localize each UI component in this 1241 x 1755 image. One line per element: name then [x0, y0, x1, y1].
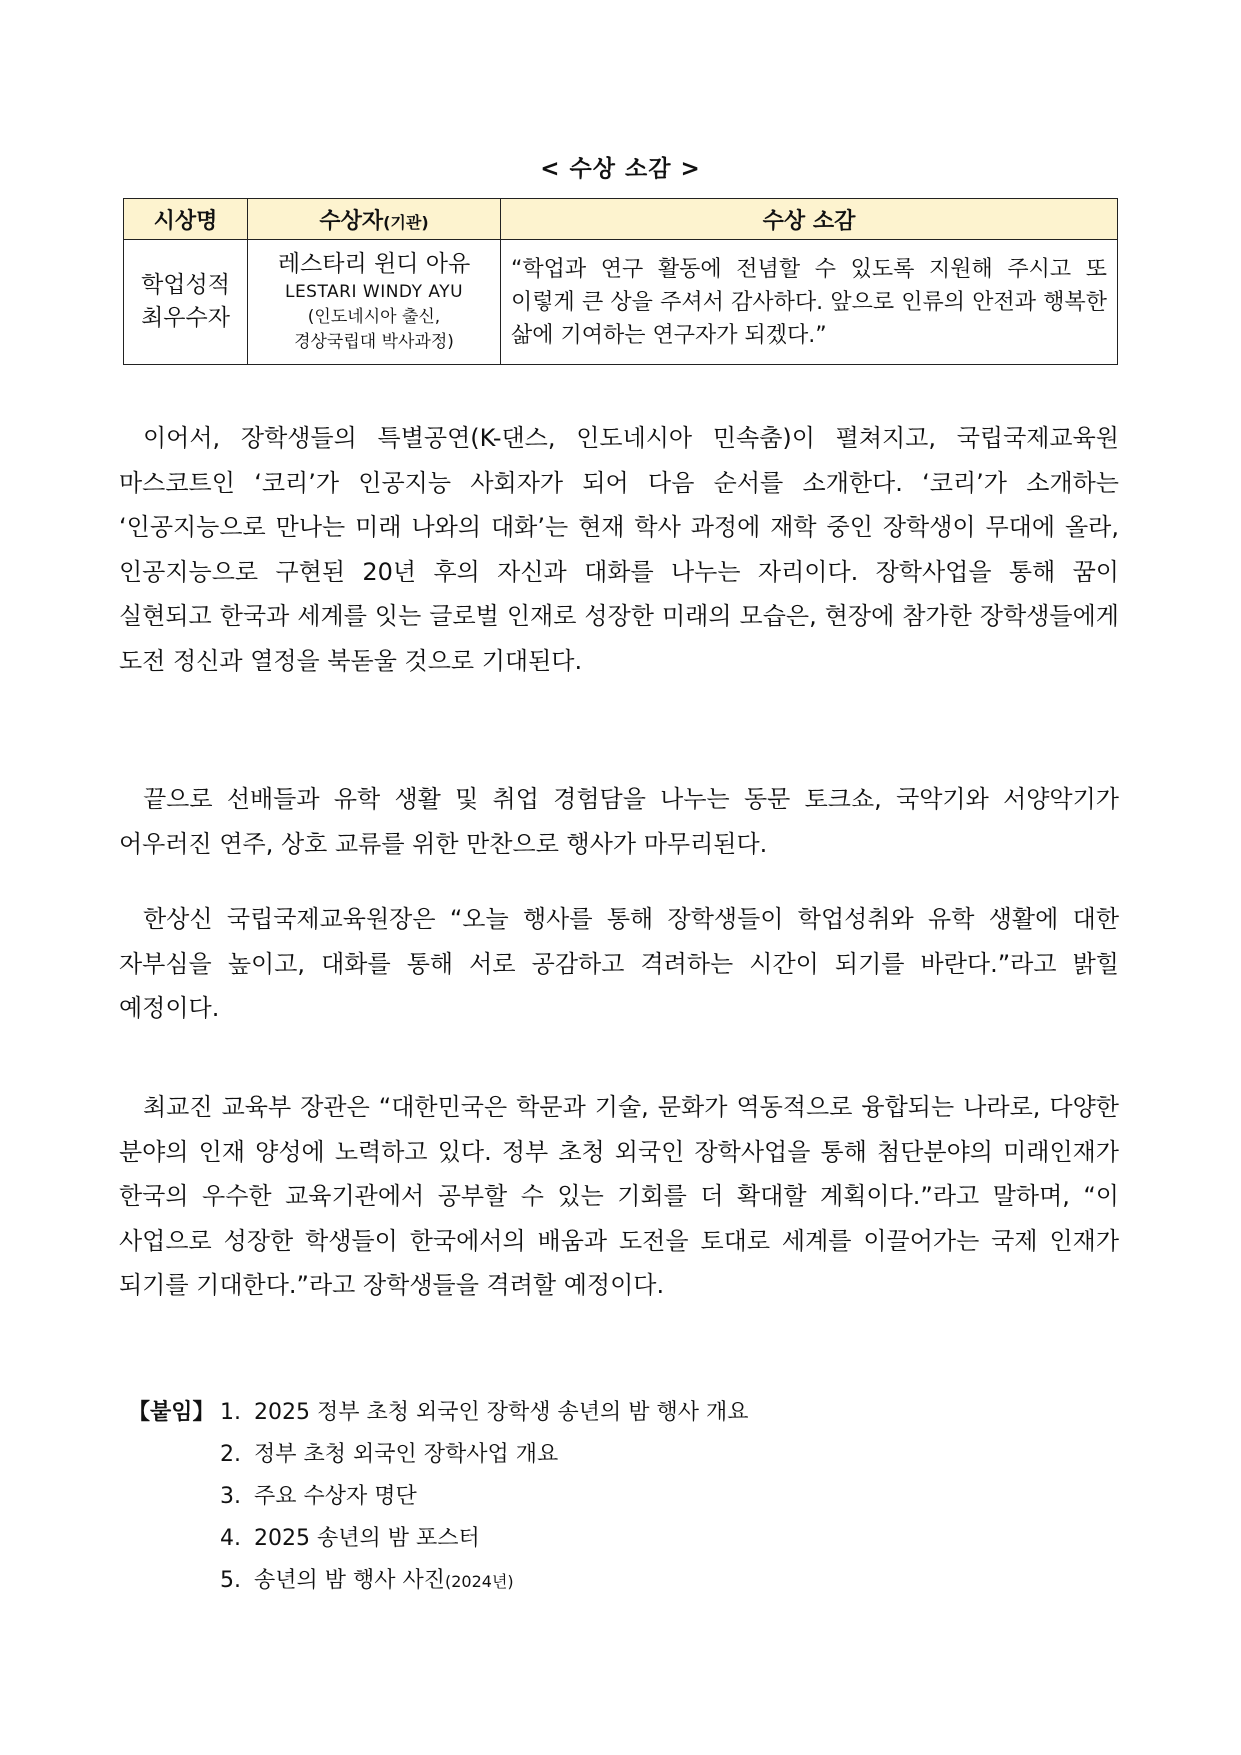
attachment-title: 주요 수상자 명단 — [254, 1484, 417, 1509]
body-paragraph-1 — [119, 416, 1119, 683]
header-category: 시상명 — [124, 199, 248, 240]
header-winner-sub: (기관) — [383, 212, 429, 232]
table-row — [124, 240, 1118, 365]
attachment-number: 1. — [220, 1400, 241, 1425]
winner-name-english: LESTARI WINDY AYU — [284, 282, 464, 302]
attachment-title: 정부 초청 외국인 장학사업 개요 — [254, 1442, 559, 1467]
list-item — [128, 1476, 1128, 1518]
attachments-list — [128, 1392, 1128, 1602]
attachment-number: 2. — [220, 1442, 241, 1467]
award-table-header-row — [124, 199, 1118, 240]
paragraph-text: 이어서, 장학생들의 특별공연(K-댄스, 인도네시아 민속춤)이 펼쳐지고, 국립국제교육원 마스코트인 ‘코리’가 인공지능 사회자가 되어 다음 순서를 소개한다. ‘코리’가 소개하는 ‘인공지능으로 만나는 미래 나와의 대화’는 현재 학사 과정에 재학 중인 장학생이 무대에 올라, 인공지능으로 구현된 20년 후의 자신과 대화를 나누는 자리이다. 장학사업을 통해 꿈이 실현되고 한국과 세계를 잇는 글로벌 인재로 성장한 미래의 모습은, 현장에 참가한 장학생들에게 도전 정신과 열정을 북돋울 것으로 기대된다. — [119, 424, 1119, 675]
award-category-cell — [124, 240, 248, 365]
header-speech: 수상 소감 — [501, 199, 1118, 240]
body-paragraph-4 — [119, 1085, 1119, 1308]
award-table — [123, 198, 1118, 365]
attachment-title: 2025 송년의 밤 포스터 — [254, 1526, 480, 1551]
list-item — [128, 1434, 1128, 1476]
body-paragraph-2 — [119, 777, 1119, 866]
attachment-number: 3. — [220, 1484, 241, 1509]
award-category-line: 학업성적 — [141, 272, 230, 298]
winner-affiliation: 경상국립대 박사과정) — [294, 332, 454, 352]
attachment-title: 2025 정부 초청 외국인 장학생 송년의 밤 행사 개요 — [254, 1400, 749, 1425]
winner-origin: (인도네시아 출신, — [307, 307, 441, 327]
attachments-label: 【붙임】 — [128, 1400, 215, 1425]
attachment-number: 5. — [220, 1568, 241, 1593]
list-item — [128, 1560, 1128, 1602]
attachment-year: (2024년) — [445, 1572, 514, 1591]
award-winner-cell — [248, 240, 501, 365]
paragraph-text: 한상신 국립국제교육원장은 “오늘 행사를 통해 장학생들이 학업성취와 유학 생활에 대한 자부심을 높이고, 대화를 통해 서로 공감하고 격려하는 시간이 되기를 바란다.”라고 밝힐 예정이다. — [119, 905, 1119, 1022]
award-section-title: < 수상 소감 > — [540, 156, 701, 182]
award-speech-cell: “학업과 연구 활동에 전념할 수 있도록 지원해 주시고 또 이렇게 큰 상을 주셔서 감사하다. 앞으로 인류의 안전과 행복한 삶에 기여하는 연구자가 되겠다.” — [501, 240, 1118, 365]
attachment-number: 4. — [220, 1526, 241, 1551]
paragraph-text: 최교진 교육부 장관은 “대한민국은 학문과 기술, 문화가 역동적으로 융합되는 나라로, 다양한 분야의 인재 양성에 노력하고 있다. 정부 초청 외국인 장학사업을 통해 첨단분야의 미래인재가 한국의 우수한 교육기관에서 공부할 수 있는 기회를 더 확대할 계획이다.”라고 말하며, “이 사업으로 성장한 학생들이 한국에서의 배움과 도전을 토대로 세계를 이끌어가는 국제 인재가 되기를 기대한다.”라고 장학생들을 격려할 예정이다. — [119, 1093, 1119, 1299]
header-winner: 수상자(기관) — [248, 199, 501, 240]
attachment-title: 송년의 밤 행사 사진 — [254, 1568, 445, 1593]
paragraph-text: 끝으로 선배들과 유학 생활 및 취업 경험담을 나누는 동문 토크쇼, 국악기와 서양악기가 어우러진 연주, 상호 교류를 위한 만찬으로 행사가 마무리된다. — [119, 785, 1119, 858]
body-paragraph-3 — [119, 897, 1119, 1031]
list-item — [128, 1392, 1128, 1434]
list-item — [128, 1518, 1128, 1560]
winner-name-korean: 레스타리 윈디 아유 — [277, 251, 471, 277]
award-category-line: 최우수자 — [141, 305, 230, 331]
